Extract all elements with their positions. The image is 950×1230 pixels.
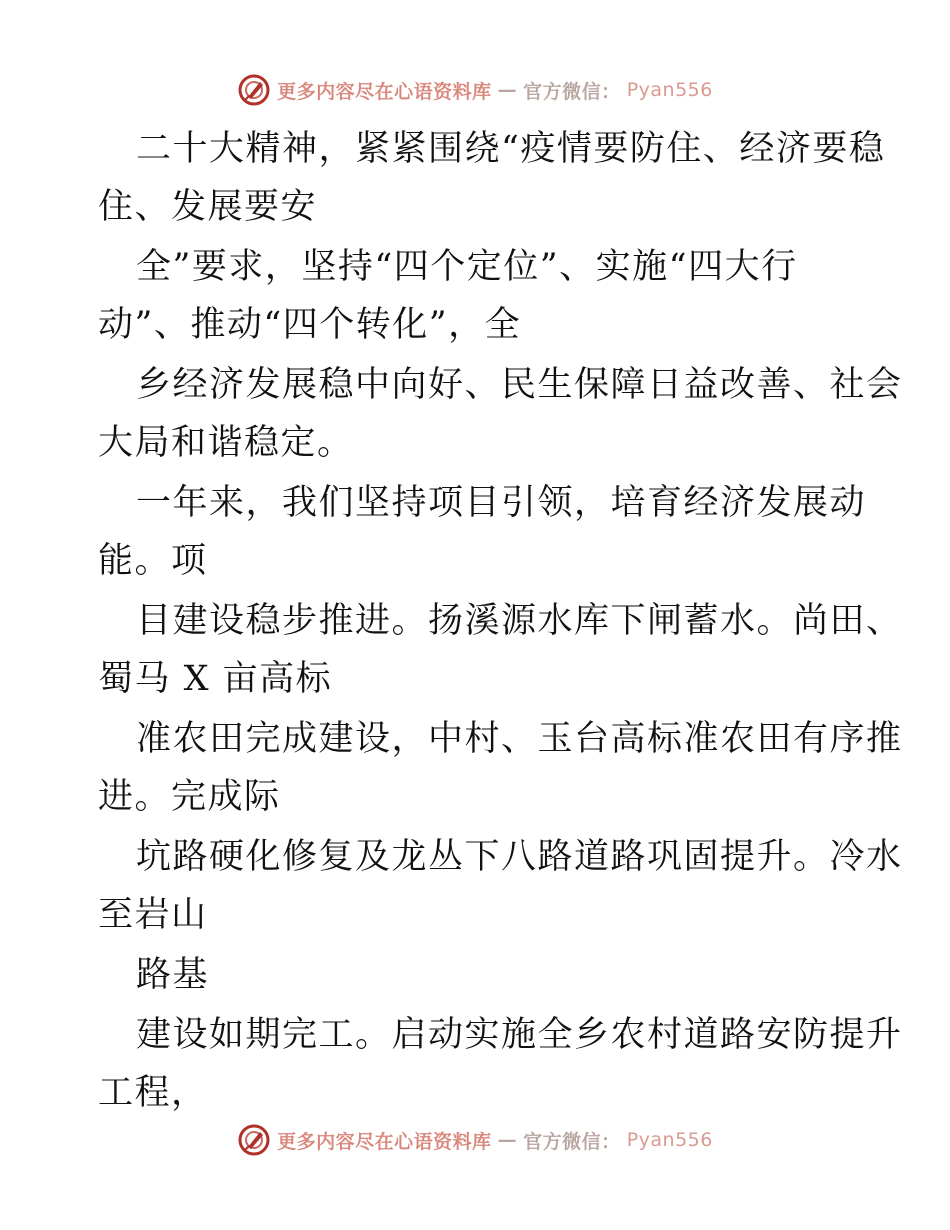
text-line: 全”要求，坚持“四个定位”、实施“四大行: [136, 247, 798, 287]
paragraph: [98, 710, 903, 826]
text-line: 路基: [136, 955, 210, 995]
text-line: 乡经济发展稳中向好、民生保障日益改善、社会: [136, 365, 903, 405]
text-line: 住、发展要安: [98, 187, 318, 227]
banner-wechat-id: Pyan556: [626, 79, 713, 101]
text-line: 进。完成际: [98, 777, 281, 817]
watermark-logo-icon: [237, 1123, 271, 1157]
document-body: [98, 120, 903, 1124]
banner-site-text: 更多内容尽在心语资料库: [277, 80, 492, 103]
text-line: 动”、推动“四个转化”，全: [98, 305, 522, 345]
text-line: 能。项: [98, 541, 208, 581]
banner-wechat-id: Pyan556: [626, 1129, 713, 1151]
text-line: 建设如期完工。启动实施全乡农村道路安防提升: [136, 1015, 903, 1055]
text-line: 二十大精神，紧紧围绕“疫情要防住、经济要稳: [136, 129, 886, 169]
banner-wechat-label: 官方微信：: [523, 1130, 621, 1153]
paragraph: [98, 474, 867, 590]
paragraph: [98, 238, 858, 354]
banner-wechat-label: 官方微信：: [523, 80, 621, 103]
text-line: 蜀马 X 亩高标: [98, 659, 333, 699]
paragraph: [98, 592, 903, 708]
header-banner: [0, 70, 950, 110]
text-line: 准农田完成建设，中村、玉台高标准农田有序推: [136, 719, 903, 759]
text-line: 一年来，我们坚持项目引领，培育经济发展动: [136, 483, 867, 523]
paragraph: [98, 828, 903, 944]
footer-banner: [0, 1120, 950, 1160]
paragraph: [98, 1006, 903, 1122]
text-line: 至岩山: [98, 895, 208, 935]
text-line: 大局和谐稳定。: [98, 423, 354, 463]
text-line: 坑路硬化修复及龙丛下八路道路巩固提升。冷水: [136, 837, 903, 877]
watermark-logo-icon: [237, 73, 271, 107]
banner-dash: —: [497, 79, 518, 101]
banner-site-text: 更多内容尽在心语资料库: [277, 1130, 492, 1153]
text-line: 目建设稳步推进。扬溪源水库下闸蓄水。尚田、: [136, 601, 903, 641]
banner-dash: —: [497, 1129, 518, 1151]
paragraph: [98, 946, 858, 1004]
paragraph: [98, 356, 903, 472]
paragraph: [98, 120, 886, 236]
text-line: 工程，: [98, 1073, 208, 1113]
